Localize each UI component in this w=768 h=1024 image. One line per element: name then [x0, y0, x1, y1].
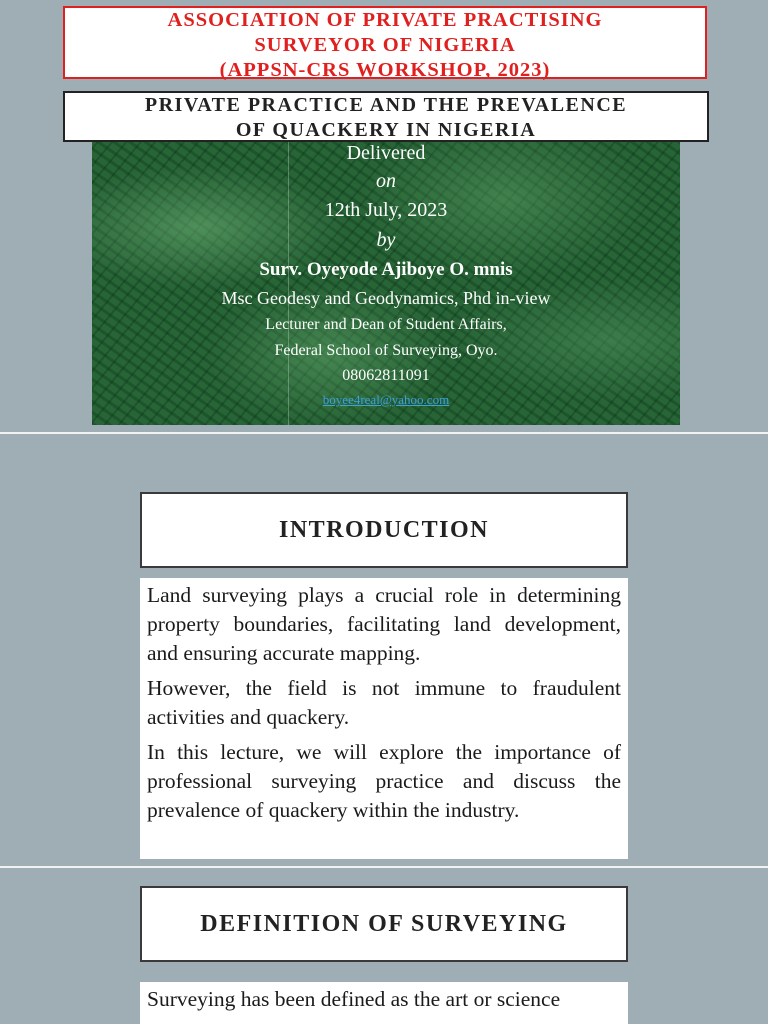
slide-heading: DEFINITION OF SURVEYING	[140, 886, 628, 962]
body-paragraph: In this lecture, we will explore the importance of professional surveying practice and discuss the prevalence of quackery within the industry.	[147, 740, 621, 822]
org-line-3: (APPSN-CRS WORKSHOP, 2023)	[219, 59, 551, 81]
definition-slide	[0, 868, 768, 1024]
presenter-credits	[92, 140, 680, 412]
introduction-slide	[0, 434, 768, 866]
by-label: by	[376, 229, 396, 251]
org-line-1: ASSOCIATION OF PRIVATE PRACTISING	[167, 9, 603, 31]
slide-body	[140, 578, 628, 859]
on-label: on	[376, 170, 396, 192]
presenter-name: Surv. Oyeyode Ajiboye O. mnis	[259, 259, 513, 280]
body-paragraph: Land surveying plays a crucial role in determining property boundaries, facilitating land development, and ensuring accurate mapping.	[147, 583, 621, 665]
body-paragraph: However, the field is not immune to fraudulent activities and quackery.	[147, 676, 621, 729]
presenter-email-link[interactable]: boyee4real@yahoo.com	[322, 392, 450, 407]
slide-heading: INTRODUCTION	[140, 492, 628, 568]
presenter-degree: Msc Geodesy and Geodynamics, Phd in-view	[221, 288, 551, 308]
delivered-label: Delivered	[346, 142, 426, 164]
title-line-1: PRIVATE PRACTICE AND THE PREVALENCE	[144, 94, 628, 116]
title-slide	[0, 0, 768, 432]
title-line-2: OF QUACKERY IN NIGERIA	[235, 119, 537, 141]
slide-body	[140, 982, 628, 1024]
org-line-2: SURVEYOR OF NIGERIA	[254, 34, 516, 56]
delivery-date: 12th July, 2023	[324, 199, 448, 221]
presenter-phone: 08062811091	[342, 367, 430, 384]
presentation-title	[63, 91, 709, 142]
presenter-school: Federal School of Surveying, Oyo.	[274, 342, 498, 359]
body-paragraph: Surveying has been defined as the art or science	[147, 987, 561, 1011]
presenter-role: Lecturer and Dean of Student Affairs,	[265, 316, 507, 333]
organization-banner	[63, 6, 707, 79]
